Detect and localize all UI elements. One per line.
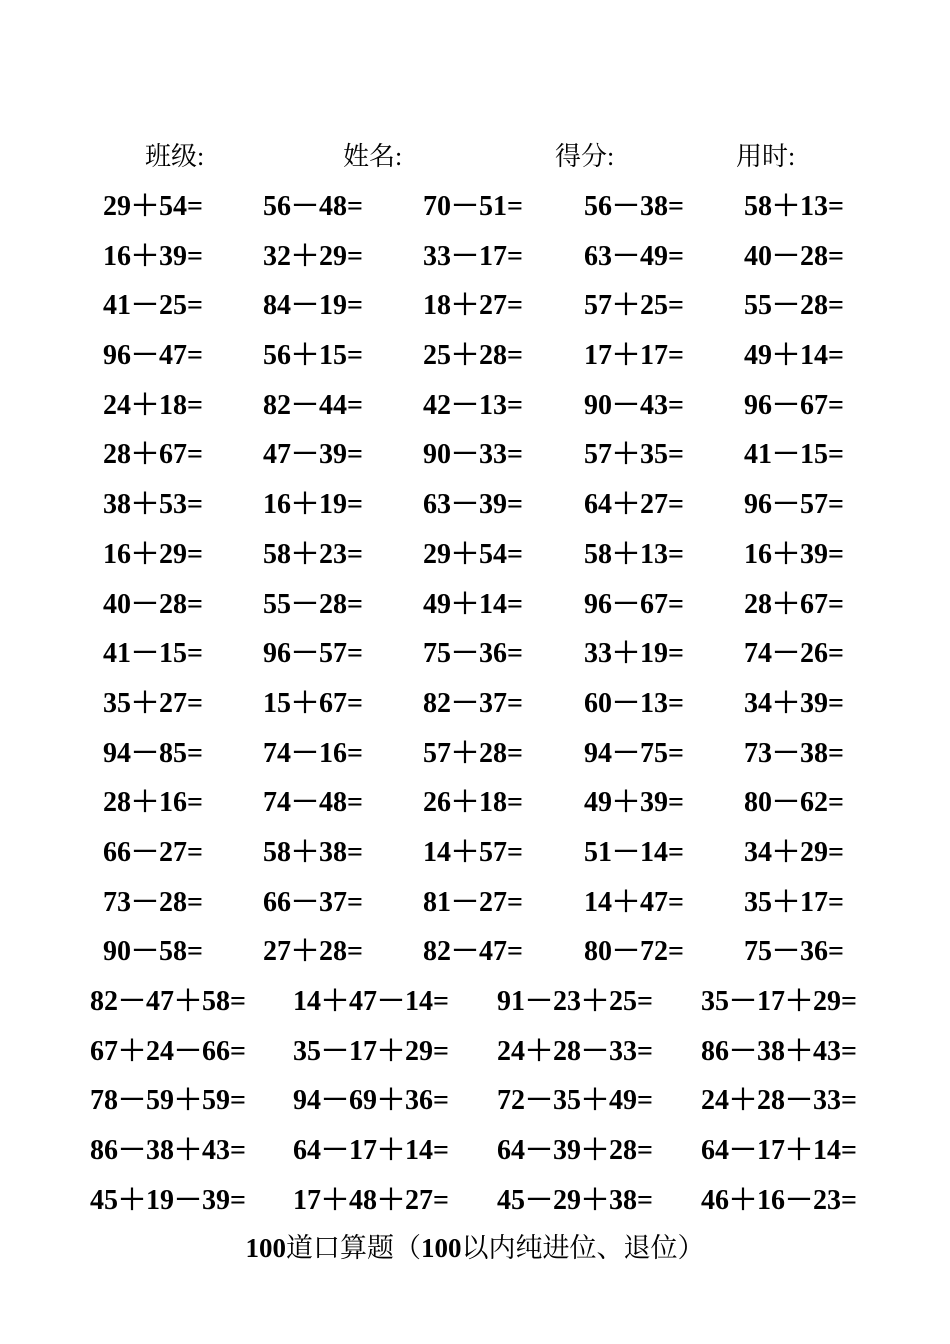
problem-item: 42－13= xyxy=(423,389,523,421)
title-text-part-1: 道口算题（ xyxy=(286,1233,421,1263)
problem-item: 35＋27= xyxy=(103,687,203,719)
problem-item: 33＋19= xyxy=(584,638,684,670)
problem-item: 28＋16= xyxy=(103,787,203,819)
problem-row xyxy=(0,923,950,973)
problem-item: 55－28= xyxy=(744,290,844,322)
problem-item: 45＋19－39= xyxy=(90,1184,246,1216)
problem-item: 91－23＋25= xyxy=(497,986,653,1017)
problem-item: 90－58= xyxy=(103,936,203,968)
problem-item: 67＋24－66= xyxy=(90,1035,246,1067)
problem-item: 14＋57= xyxy=(423,836,523,868)
problem-item: 94－69＋36= xyxy=(293,1085,449,1117)
problem-item: 74－48= xyxy=(263,787,363,819)
problem-row xyxy=(0,824,950,874)
problem-item: 45－29＋38= xyxy=(497,1184,653,1216)
problem-item: 16＋29= xyxy=(103,538,203,570)
problem-item: 40－28= xyxy=(744,240,844,272)
problem-row xyxy=(0,1172,950,1222)
problem-item: 86－38＋43= xyxy=(701,1035,857,1067)
problem-row xyxy=(0,476,950,526)
problem-row xyxy=(0,725,950,775)
problem-row xyxy=(0,426,950,476)
problem-item: 82－47＋58= xyxy=(90,986,246,1017)
problem-item: 82－44= xyxy=(263,389,363,421)
problem-item: 38＋53= xyxy=(103,489,203,521)
score-label: 得分: xyxy=(555,142,615,171)
problem-item: 58＋23= xyxy=(263,538,363,570)
problem-item: 27＋28= xyxy=(263,936,363,968)
problem-item: 81－27= xyxy=(423,886,523,918)
problem-row xyxy=(0,1023,950,1073)
problem-item: 96－67= xyxy=(744,389,844,421)
problem-item: 41－25= xyxy=(103,290,203,322)
problem-item: 78－59＋59= xyxy=(90,1085,246,1117)
problem-item: 49＋14= xyxy=(744,340,844,372)
problem-item: 84－19= xyxy=(263,290,363,322)
problem-item: 16＋19= xyxy=(263,489,363,521)
problem-item: 56－48= xyxy=(263,191,363,222)
problem-row xyxy=(0,874,950,924)
problem-item: 24＋28－33= xyxy=(701,1085,857,1117)
problem-item: 64－17＋14= xyxy=(293,1135,449,1167)
problem-item: 74－16= xyxy=(263,737,363,769)
problem-row xyxy=(0,774,950,824)
class-label: 班级: xyxy=(145,142,205,171)
time-label: 用时: xyxy=(736,142,796,171)
problem-item: 14＋47= xyxy=(584,886,684,918)
problem-item: 58＋13= xyxy=(584,538,684,570)
problem-item: 57＋35= xyxy=(584,439,684,471)
two-term-problem-grid xyxy=(0,178,950,973)
problem-item: 72－35＋49= xyxy=(497,1085,653,1117)
problem-item: 58＋38= xyxy=(263,836,363,868)
problem-item: 80－72= xyxy=(584,936,684,968)
problem-item: 75－36= xyxy=(423,638,523,670)
problem-row xyxy=(0,973,950,1023)
problem-item: 35－17＋29= xyxy=(701,986,857,1017)
problem-item: 28＋67= xyxy=(744,588,844,620)
problem-item: 17＋48＋27= xyxy=(293,1184,449,1216)
problem-row xyxy=(0,625,950,675)
problem-item: 41－15= xyxy=(744,439,844,471)
problem-count: 100 xyxy=(245,1233,286,1263)
problem-row xyxy=(0,1072,950,1122)
problem-item: 73－28= xyxy=(103,886,203,918)
problem-item: 94－85= xyxy=(103,737,203,769)
problem-row xyxy=(0,576,950,626)
problem-row xyxy=(0,178,950,228)
problem-item: 26＋18= xyxy=(423,787,523,819)
problem-item: 47－39= xyxy=(263,439,363,471)
problem-item: 96－67= xyxy=(584,588,684,620)
problem-item: 29＋54= xyxy=(423,538,523,570)
problem-item: 56＋15= xyxy=(263,340,363,372)
problem-item: 33－17= xyxy=(423,240,523,272)
problem-item: 82－47= xyxy=(423,936,523,968)
problem-item: 63－39= xyxy=(423,489,523,521)
problem-item: 94－75= xyxy=(584,737,684,769)
problem-item: 96－57= xyxy=(263,638,363,670)
problem-item: 16＋39= xyxy=(103,240,203,272)
problem-item: 58＋13= xyxy=(744,191,844,222)
problem-item: 40－28= xyxy=(103,588,203,620)
problem-item: 60－13= xyxy=(584,687,684,719)
problem-item: 34＋29= xyxy=(744,836,844,868)
problem-item: 14＋47－14= xyxy=(293,986,449,1017)
problem-item: 16＋39= xyxy=(744,538,844,570)
problem-item: 64－17＋14= xyxy=(701,1135,857,1167)
problem-item: 80－62= xyxy=(744,787,844,819)
problem-item: 18＋27= xyxy=(423,290,523,322)
number-range: 100 xyxy=(421,1233,462,1263)
problem-item: 74－26= xyxy=(744,638,844,670)
problem-row xyxy=(0,1122,950,1172)
problem-item: 96－57= xyxy=(744,489,844,521)
problem-item: 24＋28－33= xyxy=(497,1035,653,1067)
problem-item: 55－28= xyxy=(263,588,363,620)
problem-item: 64＋27= xyxy=(584,489,684,521)
problem-item: 57＋25= xyxy=(584,290,684,322)
problem-item: 46＋16－23= xyxy=(701,1184,857,1216)
problem-item: 96－47= xyxy=(103,340,203,372)
problem-item: 17＋17= xyxy=(584,340,684,372)
problem-item: 49＋14= xyxy=(423,588,523,620)
problem-item: 90－33= xyxy=(423,439,523,471)
name-label: 姓名: xyxy=(343,142,403,171)
problem-item: 63－49= xyxy=(584,240,684,272)
problem-item: 28＋67= xyxy=(103,439,203,471)
problem-item: 49＋39= xyxy=(584,787,684,819)
problem-item: 56－38= xyxy=(584,191,684,222)
title-text-part-2: 以内纯进位、退位） xyxy=(461,1233,705,1263)
problem-item: 34＋39= xyxy=(744,687,844,719)
problem-item: 73－38= xyxy=(744,737,844,769)
problem-item: 35－17＋29= xyxy=(293,1035,449,1067)
problem-item: 90－43= xyxy=(584,389,684,421)
problem-item: 70－51= xyxy=(423,191,523,222)
problem-item: 24＋18= xyxy=(103,389,203,421)
problem-item: 35＋17= xyxy=(744,886,844,918)
problem-row xyxy=(0,277,950,327)
problem-row xyxy=(0,377,950,427)
worksheet-header xyxy=(0,130,950,174)
problem-item: 66－27= xyxy=(103,836,203,868)
problem-item: 64－39＋28= xyxy=(497,1135,653,1167)
worksheet-title xyxy=(0,1226,950,1265)
problem-item: 57＋28= xyxy=(423,737,523,769)
problem-item: 86－38＋43= xyxy=(90,1135,246,1167)
three-term-problem-grid xyxy=(0,973,950,1221)
problem-item: 51－14= xyxy=(584,836,684,868)
problem-item: 32＋29= xyxy=(263,240,363,272)
problem-item: 25＋28= xyxy=(423,340,523,372)
problem-row xyxy=(0,228,950,278)
problem-row xyxy=(0,675,950,725)
problem-row xyxy=(0,327,950,377)
problem-item: 29＋54= xyxy=(103,191,203,222)
problem-item: 66－37= xyxy=(263,886,363,918)
problem-row xyxy=(0,526,950,576)
problem-item: 82－37= xyxy=(423,687,523,719)
problem-item: 75－36= xyxy=(744,936,844,968)
problem-item: 41－15= xyxy=(103,638,203,670)
problem-item: 15＋67= xyxy=(263,687,363,719)
